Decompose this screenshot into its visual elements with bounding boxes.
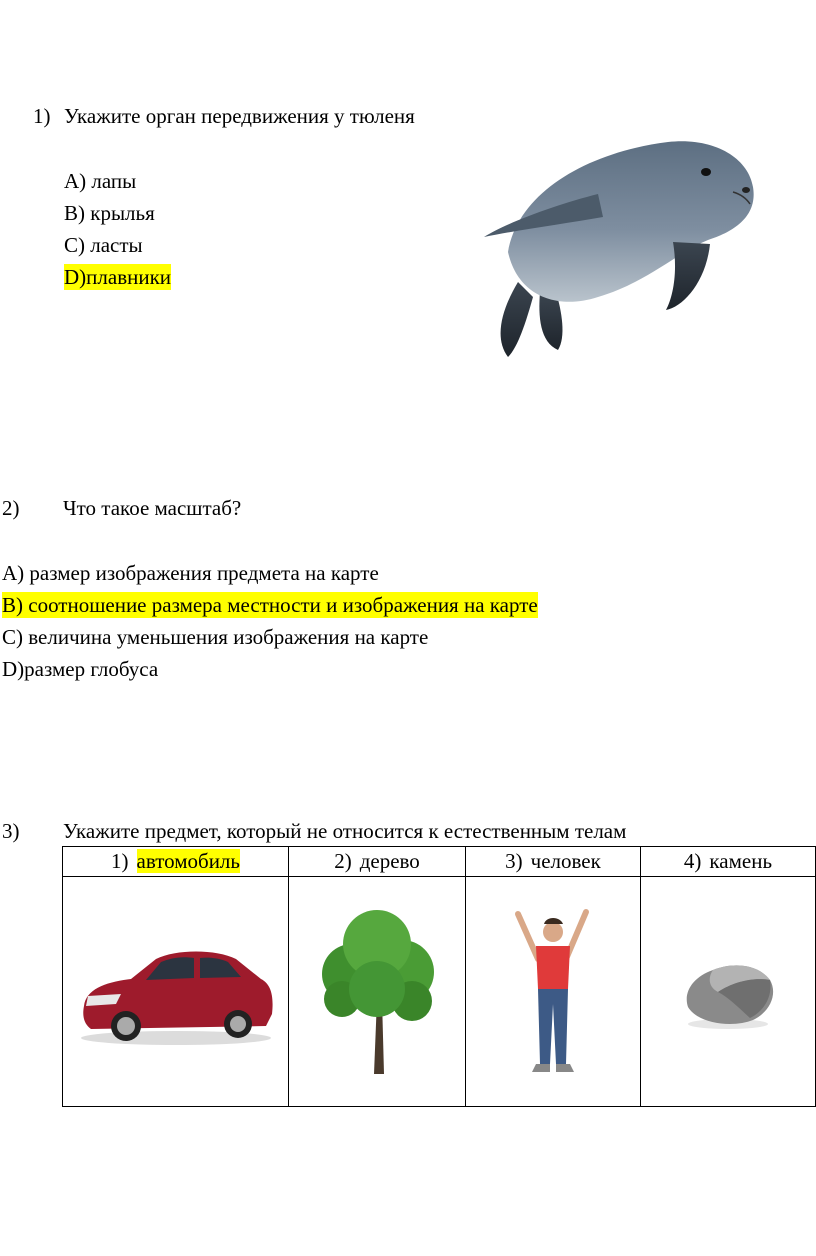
stone-image (678, 952, 778, 1032)
q3-question: Укажите предмет, который не относится к естественным телам (63, 819, 627, 843)
item-1-label: автомобиль (136, 849, 240, 873)
q1-option-a: А) лапы (64, 169, 137, 193)
item-3-label: человек (530, 849, 601, 873)
item-4-header (641, 847, 816, 877)
person-image (508, 904, 598, 1079)
item-3-number: 3) (505, 849, 523, 873)
item-2-label: дерево (359, 849, 420, 873)
tree-cell (289, 877, 466, 1107)
q2-question: Что такое масштаб? (63, 496, 242, 520)
item-1-header (63, 847, 289, 877)
item-3-header (466, 847, 641, 877)
q3-number: 3) (2, 819, 20, 843)
person-cell (466, 877, 641, 1107)
item-2-header (289, 847, 466, 877)
tree-image (312, 904, 442, 1079)
stone-cell (641, 877, 816, 1107)
q1-option-c: С) ласты (64, 233, 143, 257)
item-4-label: камень (709, 849, 773, 873)
q2-option-b: В) соотношение размера местности и изображения на карте (2, 593, 538, 617)
item-1-number: 1) (111, 849, 129, 873)
q2-option-a: А) размер изображения предмета на карте (2, 561, 379, 585)
q2-option-c: С) величина уменьшения изображения на карте (2, 625, 429, 649)
objects-table (62, 846, 816, 1107)
q1-option-d: D)плавники (64, 265, 172, 289)
q1-option-b: В) крылья (64, 201, 155, 225)
q2-number: 2) (2, 496, 20, 520)
item-4-number: 4) (683, 849, 702, 873)
q1-number: 1) (33, 104, 51, 128)
car-image (76, 934, 276, 1049)
seal-image (478, 132, 763, 362)
q2-option-d: D)размер глобуса (2, 657, 159, 681)
q1-question: Укажите орган передвижения у тюленя (64, 104, 415, 128)
item-2-number: 2) (334, 849, 352, 873)
car-cell (63, 877, 289, 1107)
